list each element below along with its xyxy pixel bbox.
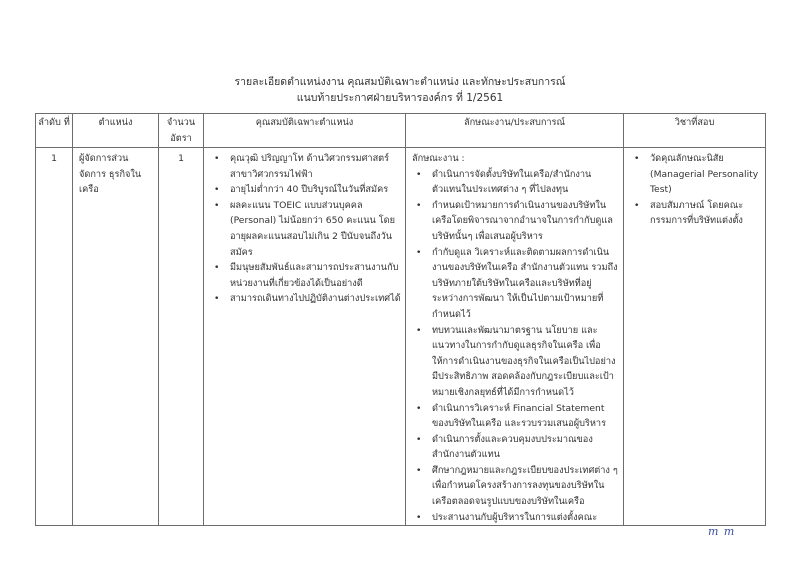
list-item: • วัดคุณลักษณะนิสัย (Managerial Personality Test) <box>630 151 761 198</box>
header-experience: ลักษณะงาน/ประสบการณ์ <box>406 114 624 148</box>
qualifications-list <box>210 151 401 307</box>
list-item: • สามารถเดินทางไปปฏิบัติงานต่างประเทศได้ <box>210 291 401 307</box>
experience-heading: ลักษณะงาน : <box>412 153 465 164</box>
list-item: • กำกับดูแล วิเคราะห์และติดตามผลการดำเนินงานของบริษัทในเครือ สำนักงานตัวแทน รวมถึงบริษัทภายใต้บริษัทในเครือและบริษัทที่อยู่ระหว่างการพัฒนา ให้เป็นไปตามเป้าหมายที่กำหนดไว้ <box>412 245 619 323</box>
experience-list <box>412 167 619 526</box>
cell-no: 1 <box>36 148 73 526</box>
header-exam: วิชาที่สอบ <box>624 114 766 148</box>
table-row <box>36 148 766 526</box>
document-title: รายละเอียดตำแหน่งงาน คุณสมบัติเฉพาะตำแหน่ง และทักษะประสบการณ์ <box>234 76 566 88</box>
list-item: • ดำเนินการวิเคราะห์ Financial Statement ของบริษัทในเครือ และรวบรวมเสนอผู้บริหาร <box>412 401 619 432</box>
list-item: • ประสานงานกับผู้บริหารในการแต่งตั้งคณะ <box>412 510 619 526</box>
list-item: • มีมนุษยสัมพันธ์และสามารถประสานงานกับหน่วยงานที่เกี่ยวข้องได้เป็นอย่างดี <box>210 260 401 291</box>
header-position: ตำแหน่ง <box>73 114 159 148</box>
header-no: ลำดับ ที่ <box>36 114 73 148</box>
document-subtitle: แนบท้ายประกาศฝ่ายบริหารองค์กร ที่ 1/2561 <box>296 92 504 104</box>
list-item: • ดำเนินการจัดตั้งบริษัทในเครือ/สำนักงานตัวแทนในประเทศต่าง ๆ ที่ไปลงทุน <box>412 167 619 198</box>
cell-count: 1 <box>159 148 204 526</box>
list-item: • สอบสัมภาษณ์ โดยคณะกรรมการที่บริษัทแต่งตั้ง <box>630 198 761 229</box>
cell-exam <box>624 148 766 526</box>
list-item: • ศึกษากฎหมายและกฎระเบียบของประเทศต่าง ๆ เพื่อกำหนดโครงสร้างการลงทุนของบริษัทในเครือตลอดจนรูปแบบของบริษัทในเครือ <box>412 463 619 510</box>
header-qualifications: คุณสมบัติเฉพาะตำแหน่ง <box>204 114 406 148</box>
list-item: • อายุไม่ต่ำกว่า 40 ปีบริบูรณ์ในวันที่สมัคร <box>210 182 401 198</box>
list-item: • คุณวุฒิ ปริญญาโท ด้านวิศวกรรมศาสตร์ สาขาวิศวกรรมไฟฟ้า <box>210 151 401 182</box>
cell-position: ผู้จัดการส่วนจัดการ ธุรกิจในเครือ <box>73 148 159 526</box>
table-header-row <box>36 114 766 148</box>
list-item: • ทบทวนและพัฒนามาตรฐาน นโยบาย และแนวทางในการกำกับดูแลธุรกิจในเครือ เพื่อให้การดำเนินงานของธุรกิจในเครือเป็นไปอย่างมีประสิทธิภาพ สอดคล้องกับกฎระเบียบและเป้าหมายเชิงกลยุทธ์ที่ได้มีการกำหนดไว้ <box>412 323 619 401</box>
cell-experience <box>406 148 624 526</box>
list-item: • ผลคะแนน TOEIC แบบส่วนบุคคล (Personal) ไม่น้อยกว่า 650 คะแนน โดยอายุผลคะแนนสอบไม่เกิน 2 ปีนับจนถึงวันสมัคร <box>210 198 401 260</box>
initials-signature: m m <box>708 525 736 538</box>
header-count: จำนวน อัตรา <box>159 114 204 148</box>
position-details-table <box>35 113 766 526</box>
list-item: • กำหนดเป้าหมายการดำเนินงานของบริษัทในเครือโดยพิจารณาจากอำนาจในการกำกับดูแลบริษัทนั้นๆ เพื่อเสนอผู้บริหาร <box>412 198 619 245</box>
cell-qualifications <box>204 148 406 526</box>
exam-list <box>630 151 761 229</box>
list-item: • ดำเนินการตั้งและควบคุมงบประมาณของสำนักงานตัวแทน <box>412 432 619 463</box>
